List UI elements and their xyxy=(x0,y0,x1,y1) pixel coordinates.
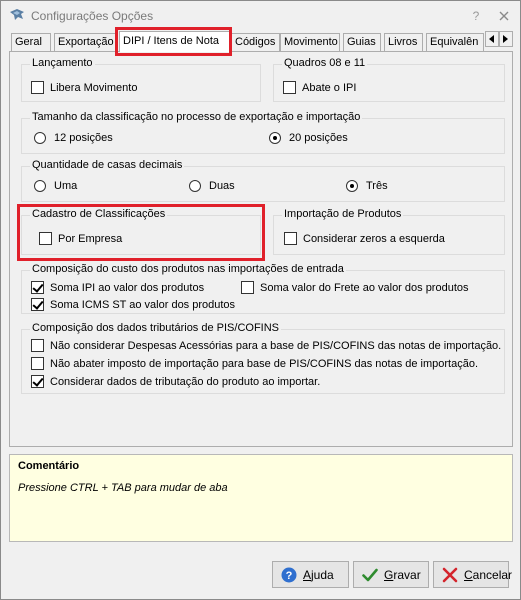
radio-button[interactable] xyxy=(189,180,201,192)
radio-button[interactable] xyxy=(269,132,281,144)
checkbox-box[interactable] xyxy=(31,375,44,388)
tab-content-panel xyxy=(9,51,513,447)
checkbox-label: Soma IPI ao valor dos produtos xyxy=(50,281,205,294)
radio-20-posicoes[interactable] xyxy=(269,132,348,144)
cancel-icon xyxy=(442,567,458,583)
tab-label: Guias xyxy=(347,36,376,48)
checkbox-box[interactable] xyxy=(31,281,44,294)
por-empresa-checkbox[interactable] xyxy=(39,232,122,245)
group-title: Lançamento xyxy=(32,57,93,69)
radio-label: Duas xyxy=(209,180,235,192)
group-lancamento xyxy=(21,57,261,102)
radio-label: 20 posições xyxy=(289,132,348,144)
comment-text: Pressione CTRL + TAB para mudar de aba xyxy=(18,482,228,494)
ajuda-button[interactable] xyxy=(272,561,349,588)
tab-label: Códigos xyxy=(235,36,276,48)
group-tamanho xyxy=(21,111,505,154)
comment-panel xyxy=(9,454,513,542)
nao-abater-imposto-checkbox[interactable] xyxy=(31,357,478,370)
cancelar-button-mnemonic: C xyxy=(464,567,473,582)
group-title: Composição dos dados tributários de PIS/COFINS xyxy=(32,322,280,334)
tab-label: Movimento xyxy=(284,36,338,48)
ajuda-button-label: juda xyxy=(311,567,334,582)
group-title: Importação de Produtos xyxy=(284,208,402,220)
tab-scroll-right-button[interactable] xyxy=(499,31,513,47)
tab-scroll-left-icon xyxy=(489,35,495,43)
group-decimais xyxy=(21,159,505,202)
group-cadastro xyxy=(21,208,261,255)
checkbox-box[interactable] xyxy=(284,232,297,245)
check-icon xyxy=(362,567,378,583)
gravar-button-mnemonic: G xyxy=(384,567,394,582)
cancelar-button-label: ancelar xyxy=(472,567,513,582)
radio-duas[interactable] xyxy=(189,180,235,192)
checkbox-label: Soma ICMS ST ao valor dos produtos xyxy=(50,298,236,311)
radio-button[interactable] xyxy=(34,180,46,192)
close-icon xyxy=(499,11,509,21)
ajuda-button-mnemonic: A xyxy=(303,567,312,582)
radio-12-posicoes[interactable] xyxy=(34,132,113,144)
tab-geral[interactable] xyxy=(11,33,51,51)
help-titlebar-button[interactable]: ? xyxy=(472,9,480,23)
group-importacao xyxy=(273,208,505,255)
libera-movimento-checkbox[interactable] xyxy=(31,81,137,94)
gravar-button-label: ravar xyxy=(393,567,421,582)
checkbox-label: Não considerar Despesas Acessórias para a base de PIS/COFINS das notas de importação. xyxy=(50,339,502,352)
checkbox-box[interactable] xyxy=(31,81,44,94)
group-title: Composição do custo dos produtos nas importações de entrada xyxy=(32,263,344,275)
radio-tres[interactable] xyxy=(346,180,388,192)
checkbox-label: Não abater imposto de importação para base de PIS/COFINS das notas de importação. xyxy=(50,357,479,370)
checkbox-box[interactable] xyxy=(283,81,296,94)
svg-text:?: ? xyxy=(285,569,293,582)
radio-button[interactable] xyxy=(34,132,46,144)
radio-label: Uma xyxy=(54,180,78,192)
checkbox-box[interactable] xyxy=(31,339,44,352)
close-titlebar-button[interactable] xyxy=(497,9,511,23)
tab-guias[interactable] xyxy=(343,33,381,51)
group-pis-cofins xyxy=(21,322,505,394)
nao-considerar-despesas-checkbox[interactable] xyxy=(31,339,501,352)
tab-strip xyxy=(9,31,513,51)
considerar-dados-tributacao-checkbox[interactable] xyxy=(31,375,320,388)
checkbox-label: Libera Movimento xyxy=(50,81,138,94)
tab-livros[interactable] xyxy=(384,33,423,51)
tab-movimento[interactable] xyxy=(280,33,340,51)
tab-equivalencia[interactable] xyxy=(426,33,484,51)
gravar-button[interactable] xyxy=(353,561,429,588)
group-title: Cadastro de Classificações xyxy=(32,208,166,220)
checkbox-box[interactable] xyxy=(31,298,44,311)
soma-frete-checkbox[interactable] xyxy=(241,281,469,294)
cancelar-button[interactable] xyxy=(433,561,513,588)
checkbox-box[interactable] xyxy=(241,281,254,294)
checkbox-label: Considerar dados de tributação do produto ao importar. xyxy=(50,375,321,388)
tab-label: Equivalên xyxy=(430,36,479,48)
group-quadros xyxy=(273,57,505,102)
tab-dipi-itens-de-nota[interactable] xyxy=(119,31,231,52)
radio-uma[interactable] xyxy=(34,180,77,192)
tab-scroll-left-button[interactable] xyxy=(485,31,499,47)
tab-codigos[interactable] xyxy=(231,33,280,51)
comment-title: Comentário xyxy=(18,460,80,472)
tab-label: Livros xyxy=(388,36,418,48)
tab-label: Geral xyxy=(15,36,42,48)
considerar-zeros-checkbox[interactable] xyxy=(284,232,445,245)
radio-label: Três xyxy=(366,180,388,192)
soma-icms-st-checkbox[interactable] xyxy=(31,298,235,311)
radio-button[interactable] xyxy=(346,180,358,192)
title-bar xyxy=(1,1,520,29)
group-title: Quadros 08 e 11 xyxy=(284,57,366,69)
group-title: Tamanho da classificação no processo de exportação e importação xyxy=(32,111,361,123)
tab-label: Exportação xyxy=(58,36,114,48)
tab-label: DIPI / Itens de Nota xyxy=(123,35,219,47)
checkbox-label: Soma valor do Frete ao valor dos produtos xyxy=(260,281,469,294)
tab-exportacao[interactable] xyxy=(54,33,117,51)
group-custo xyxy=(21,263,505,314)
abate-ipi-checkbox[interactable] xyxy=(283,81,356,94)
checkbox-label: Abate o IPI xyxy=(302,81,357,94)
group-title: Quantidade de casas decimais xyxy=(32,159,183,171)
checkbox-label: Por Empresa xyxy=(58,232,123,245)
window-title: Configurações Opções xyxy=(31,9,154,23)
checkbox-box[interactable] xyxy=(39,232,52,245)
checkbox-label: Considerar zeros a esquerda xyxy=(303,232,445,245)
app-icon xyxy=(9,8,25,21)
soma-ipi-checkbox[interactable] xyxy=(31,281,204,294)
radio-label: 12 posições xyxy=(54,132,113,144)
tab-scroll-right-icon xyxy=(503,35,509,43)
checkbox-box[interactable] xyxy=(31,357,44,370)
help-icon xyxy=(281,567,297,583)
